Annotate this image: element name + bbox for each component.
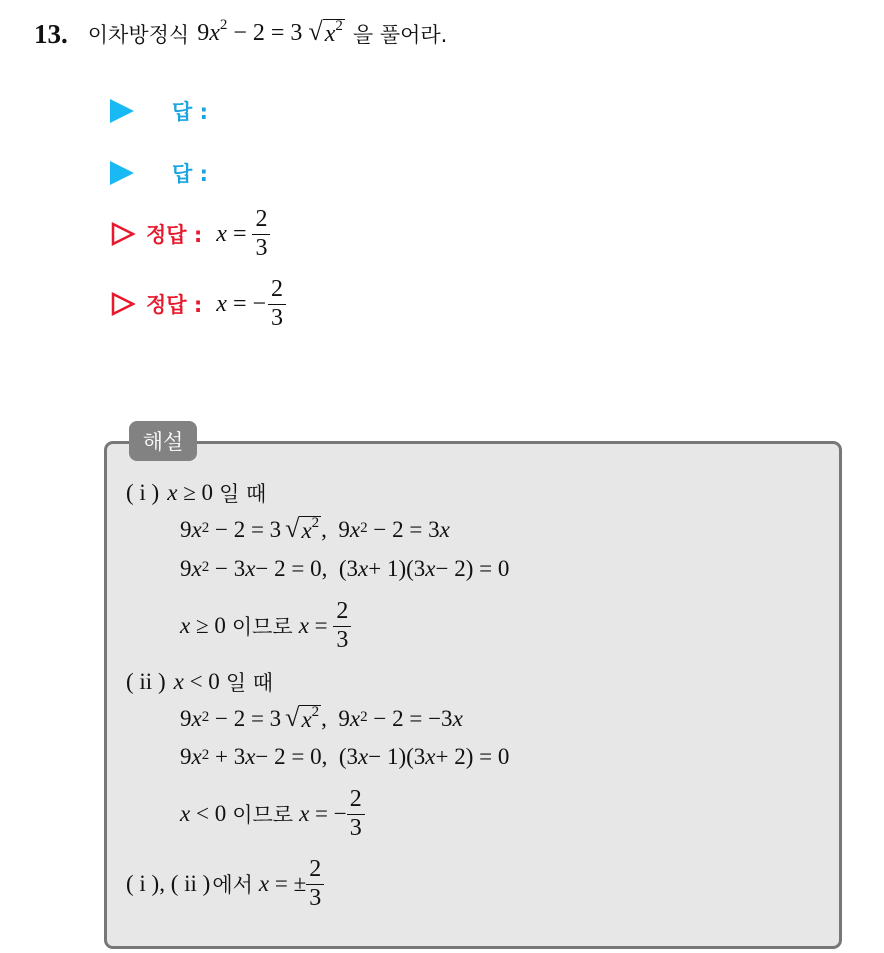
case2-step1: 9 x $^2$ − 2 = 3 √ $x^2$ , 9 x $^2$ − 2 = −3 x [180, 703, 463, 732]
correct-answer-label: 정답 : [146, 293, 203, 318]
conclusion-fraction: $\frac{2}{3}$ [306, 856, 324, 912]
solution-tab: 해설 [129, 421, 197, 461]
conclusion-labels: ( i ), ( ii ) [126, 871, 211, 897]
case1-condition: 일 때 [219, 482, 267, 506]
case2-heading: ( ii ) x < 0 일 때 [126, 669, 274, 695]
conclusion: ( i ), ( ii ) 에서 x = ± $\frac{2}{3}$ [126, 856, 324, 912]
correct-answer-fraction: $\frac{2}{3}$ [268, 276, 286, 332]
conclusion-text: 에서 [212, 873, 253, 898]
correct-answer-value: x = [216, 220, 247, 247]
case1-step1: 9 x $^2$ − 2 = 3 √ $x^2$ , 9 x $^2$ − 2 = 3 x [180, 514, 450, 543]
correct-answer-row-1 [110, 206, 270, 262]
problem-prefix: 이차방정식 [87, 23, 190, 47]
case1-fraction: $\frac{2}{3}$ [333, 598, 351, 654]
correct-answer-row-2 [110, 276, 286, 332]
problem-number: 13. [34, 18, 68, 49]
case1-heading: ( i ) x ≥ 0 일 때 [126, 480, 267, 506]
answer-label: 답 : [172, 100, 208, 124]
case1-since: 이므로 [231, 615, 293, 640]
case1-result: x ≥ 0 이므로 x = $\frac{2}{3}$ [180, 598, 351, 654]
case2-step2: 9 x $^2$ + 3 x − 2 = 0, (3 x − 1)(3 x + 2) = 0 [180, 744, 510, 769]
answer-row-1[interactable] [110, 96, 208, 126]
case1-step2: 9 x $^2$ − 3 x − 2 = 0, (3 x + 1)(3 x − 2) = 0 [180, 556, 510, 581]
correct-answer-fraction: $\frac{2}{3}$ [252, 206, 270, 262]
outline-arrow-icon [110, 221, 136, 247]
answer-label: 답 : [172, 162, 208, 186]
case2-condition: 일 때 [225, 671, 274, 695]
case2-result: x < 0 이므로 x = − $\frac{2}{3}$ [180, 786, 365, 842]
answer-row-2[interactable] [110, 158, 208, 188]
problem-equation: $9x^2 - 2 = 3$ √ $x^2$ [197, 17, 343, 48]
case2-since: 이므로 [232, 803, 294, 828]
problem-suffix: 을 풀어라. [352, 23, 448, 47]
correct-answer-value: x = − [216, 290, 267, 317]
case2-label: ( ii ) [126, 669, 166, 694]
play-arrow-icon [110, 161, 134, 185]
case2-fraction: $\frac{2}{3}$ [347, 786, 365, 842]
outline-arrow-icon [110, 291, 136, 317]
problem-statement [34, 14, 447, 54]
case1-label: ( i ) [126, 480, 160, 505]
play-arrow-icon [110, 99, 134, 123]
correct-answer-label: 정답 : [146, 223, 203, 248]
